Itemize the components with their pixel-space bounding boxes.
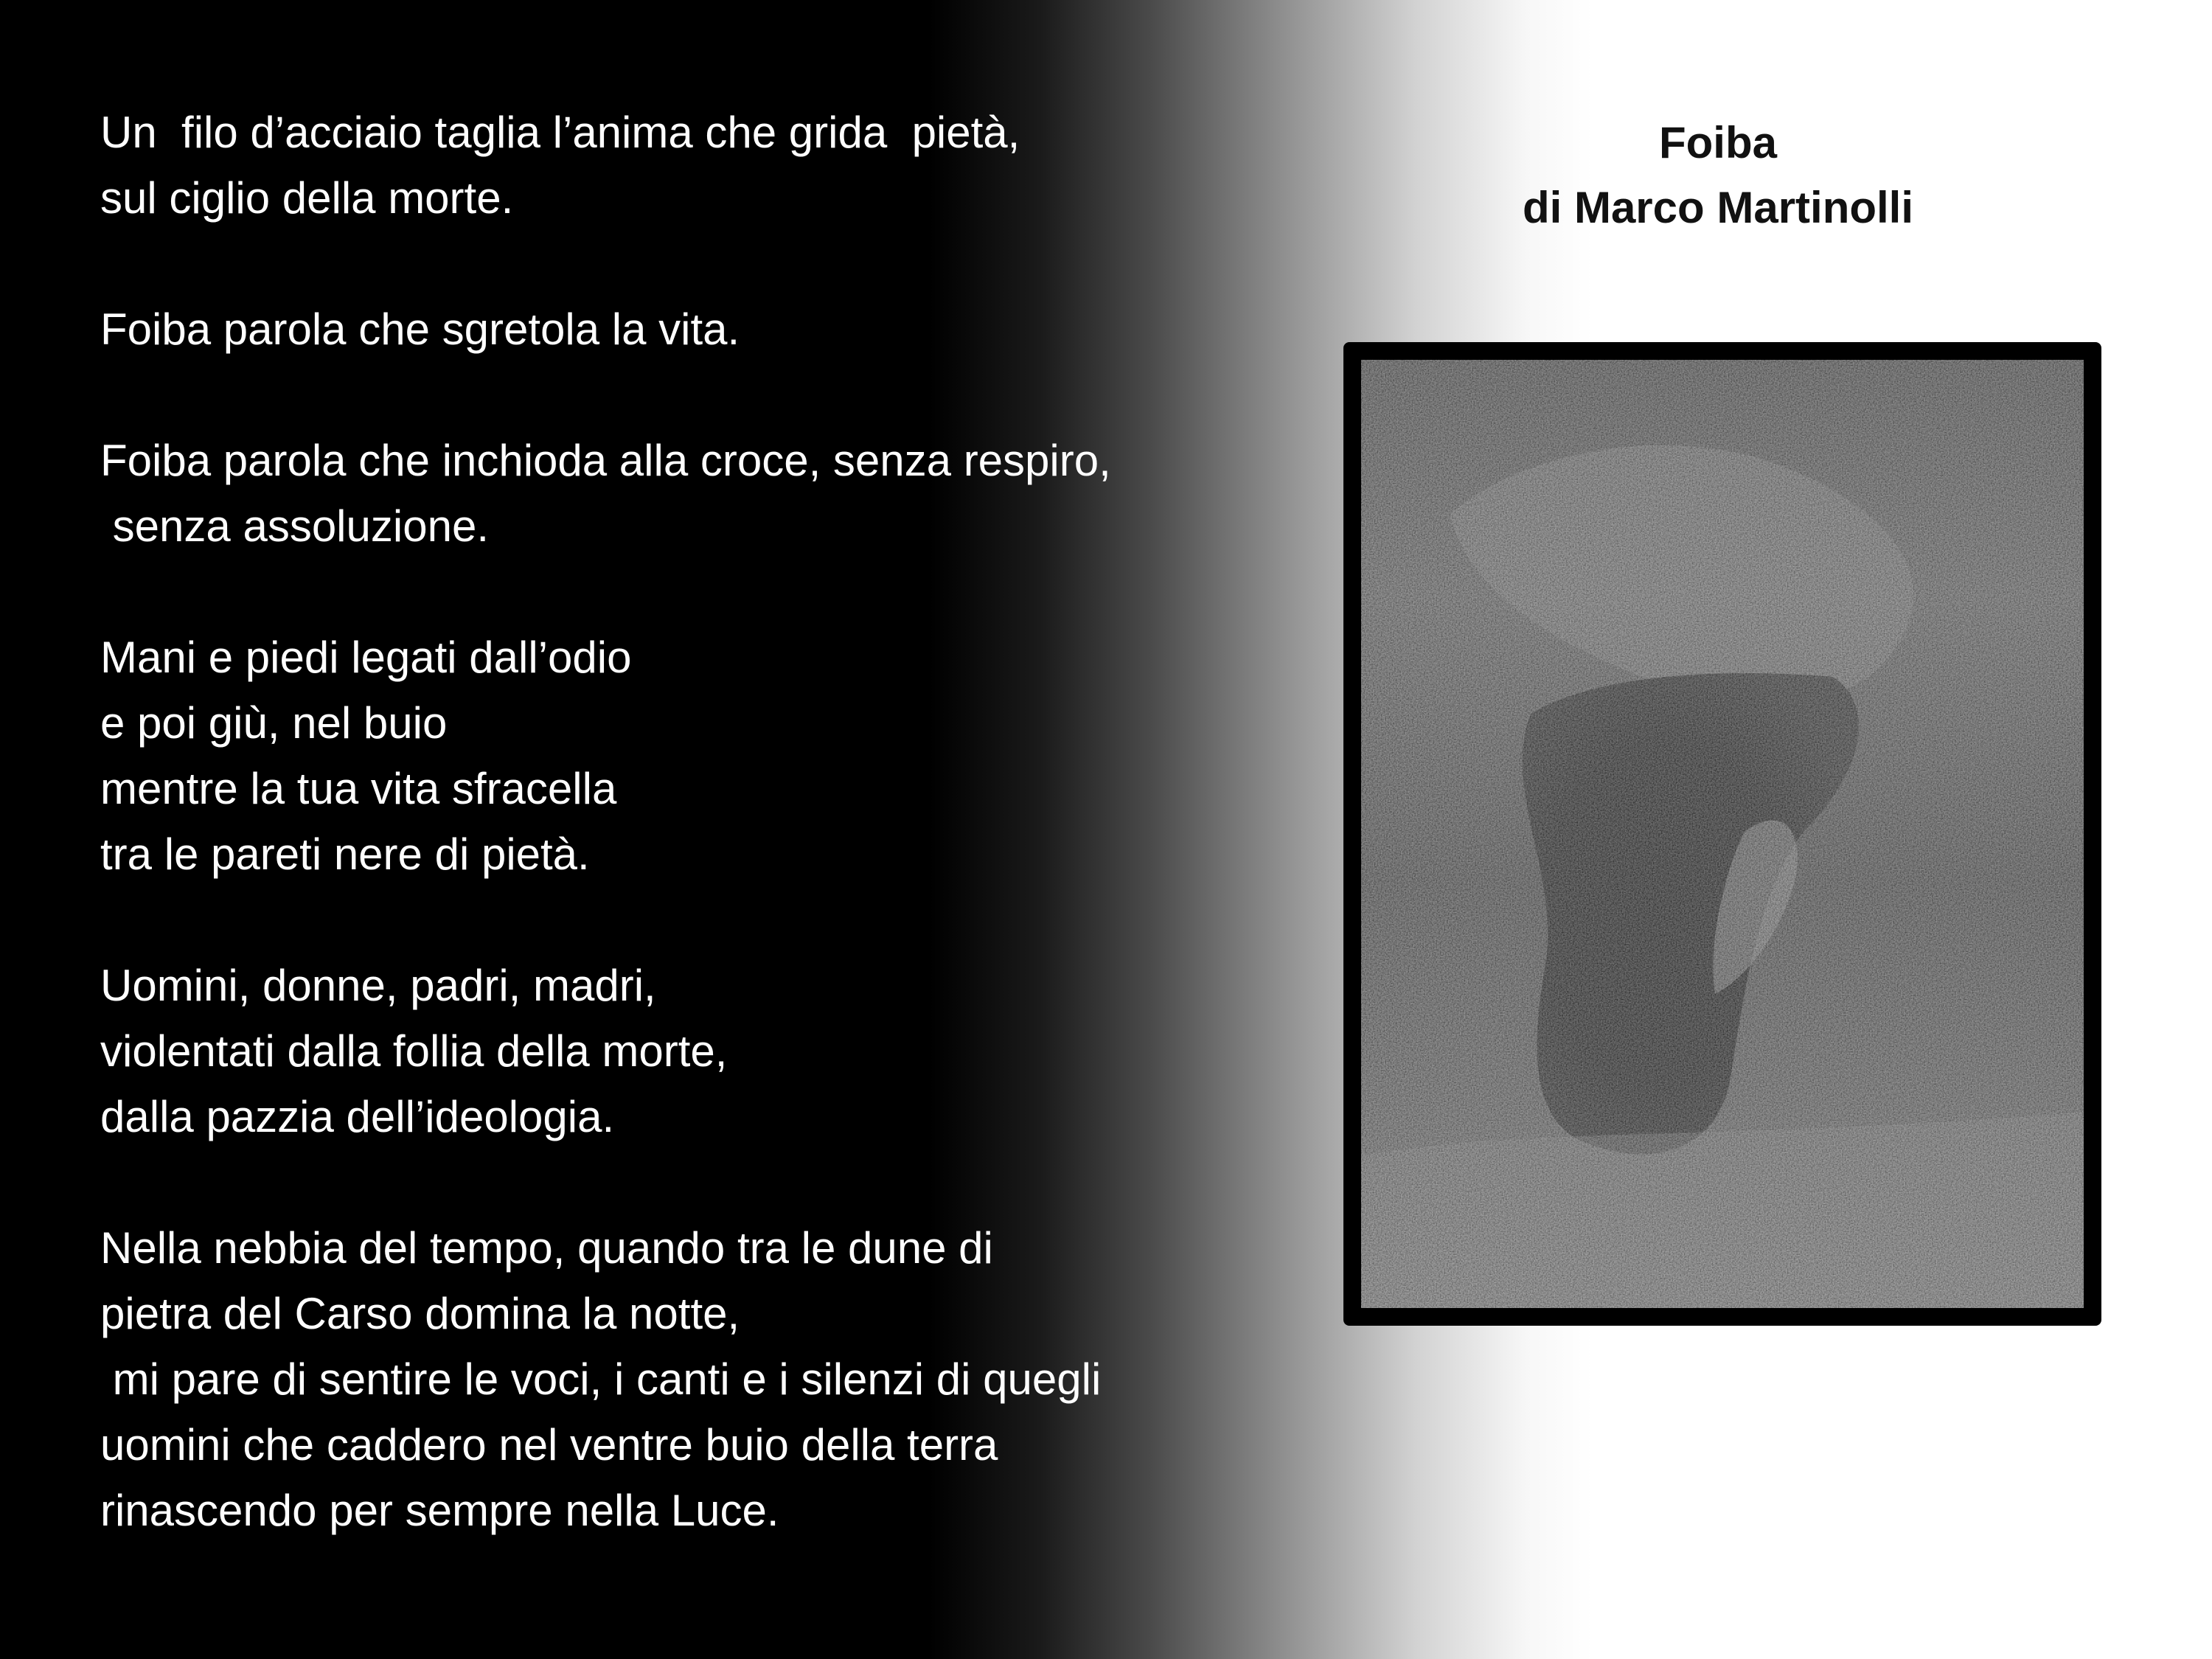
poem-text xyxy=(100,100,1310,1543)
poem-line: senza assoluzione. xyxy=(100,501,489,551)
poem-line: Foiba parola che sgretola la vita. xyxy=(100,305,740,354)
poem-line: rinascendo per sempre nella Luce. xyxy=(100,1486,779,1535)
stanza-gap xyxy=(100,559,1310,625)
poem-line: Uomini, donne, padri, madri, xyxy=(100,961,656,1010)
poem-line: Mani e piedi legati dall’odio xyxy=(100,633,632,682)
poem-line: dalla pazzia dell’ideologia. xyxy=(100,1092,615,1141)
poem-line: violentati dalla follia della morte, xyxy=(100,1026,728,1076)
stanza-gap xyxy=(100,231,1310,296)
poem-line: pietra del Carso domina la notte, xyxy=(100,1289,740,1338)
stanza-gap xyxy=(100,362,1310,428)
poem-line: e poi giù, nel buio xyxy=(100,698,448,748)
poem-line: tra le pareti nere di pietà. xyxy=(100,830,590,879)
poem-title xyxy=(1386,111,2050,240)
author-line: di Marco Martinolli xyxy=(1522,183,1914,232)
poem-line: sul ciglio della morte. xyxy=(100,173,514,223)
poem-line: mentre la tua vita sfracella xyxy=(100,764,617,813)
poem-line: uomini che caddero nel ventre buio della terra xyxy=(100,1420,998,1470)
title-line: Foiba xyxy=(1659,118,1777,167)
foiba-photo xyxy=(1361,360,2084,1308)
foiba-photo-icon xyxy=(1361,360,2084,1308)
photo-frame xyxy=(1343,342,2101,1326)
stanza-gap xyxy=(100,887,1310,953)
poem-line: Un filo d’acciaio taglia l’anima che grida pietà, xyxy=(100,108,1020,157)
poem-line: mi pare di sentire le voci, i canti e i silenzi di quegli xyxy=(100,1354,1102,1404)
poem-line: Foiba parola che inchioda alla croce, senza respiro, xyxy=(100,436,1111,485)
poem-line: Nella nebbia del tempo, quando tra le dune di xyxy=(100,1223,993,1273)
stanza-gap xyxy=(100,1150,1310,1215)
